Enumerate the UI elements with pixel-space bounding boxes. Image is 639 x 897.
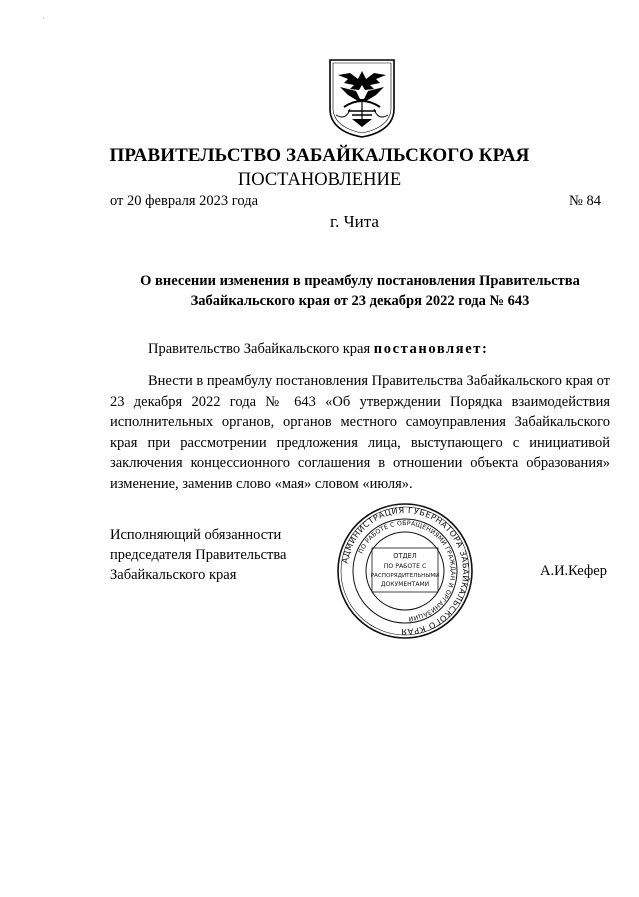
document-number: № 84 (569, 193, 601, 209)
signer-position (110, 525, 286, 585)
document-date: от 20 февраля 2023 года (110, 193, 259, 209)
body-paragraph: Внести в преамбулу постановления Правительства Забайкальского края от 23 декабря 2022 года № 643 «Об утверждении Порядка взаимодействия исполнительных органов, органов местного самоуправления Забайкальского края при рассмотрении предложения лица, выступающего с инициативой заключения концессионного соглашения в отношении объекта образования» изменение, заменив слово «мая» словом «июля». (110, 373, 610, 492)
stamp-center-text: ДОКУМЕНТАМИ (380, 581, 430, 588)
signer-position-line: Забайкальского края (110, 567, 237, 583)
signer-position-line: Исполняющий обязанности (110, 527, 282, 543)
stamp-outer-text: АДМИНИСТРАЦИЯ ГУБЕРНАТОРА ЗАБАЙКАЛЬСКОГО КРАЯ (339, 504, 472, 638)
scan-speck: · (42, 14, 45, 23)
decree-verb: постановляет: (373, 341, 489, 357)
organization-title: ПРАВИТЕЛЬСТВО ЗАБАЙКАЛЬСКОГО КРАЯ (109, 145, 530, 166)
signer-name: А.И.Кефер (539, 563, 607, 579)
coat-of-arms-icon (326, 57, 398, 139)
stamp-center-text: ОТДЕЛ (393, 552, 417, 560)
document-city: г. Чита (330, 212, 379, 231)
stamp-center-text: РАСПОРЯДИТЕЛЬНЫМИ (370, 573, 440, 579)
stamp-center-text: ПО РАБОТЕ С (383, 563, 427, 570)
document-type: ПОСТАНОВЛЕНИЕ (237, 170, 402, 190)
official-stamp-icon (336, 502, 474, 640)
decree-subject: Правительство Забайкальского края (148, 341, 371, 357)
document-heading: О внесении изменения в преамбулу постановления Правительства Забайкальского края от 23 декабря 2022 года № 643 (140, 273, 580, 309)
stamp-inner-text: ПО РАБОТЕ С ОБРАЩЕНИЯМИ ГРАЖДАН И ОРГАНИЗАЦИЙ (357, 519, 457, 622)
decree-line (110, 341, 610, 358)
signer-position-line: председателя Правительства (110, 547, 287, 563)
